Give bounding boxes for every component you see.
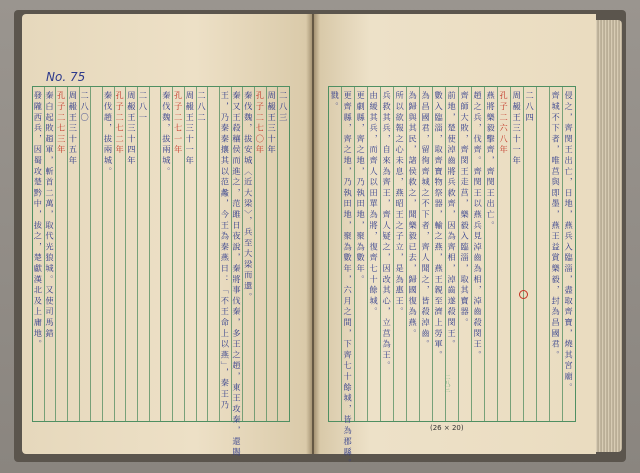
column-heading: 孔子二七一年 [173,91,184,156]
manuscript-column [254,87,266,421]
column-heading: 二八三 [278,91,289,124]
column-text: 所以欲報之心未息，燕昭王之子立，是為惠王。 [395,91,406,318]
manuscript-column [196,87,208,421]
manuscript-column [266,87,278,421]
manuscript-column [549,87,562,421]
column-heading: 周赧王三十一年 [512,91,523,167]
column-heading: 二八一 [138,91,149,124]
column-text: 兵救其兵，自來為齊王，齊人疑之，因改其心，立莒為王。 [382,91,393,372]
manuscript-column [354,87,367,421]
column-text: 燕將樂毅擊齊，齊閔王出亡。 [486,91,497,232]
column-heading: 周赧王三十五年 [68,91,79,167]
column-heading: 二八〇 [80,91,91,124]
column-heading: 孔子二七二年 [115,91,126,156]
column-text: 為歸與其民，諸侯救之，聞樂毅已去，歸國復為燕。 [408,91,419,340]
manuscript-column [497,87,510,421]
manuscript-column [242,87,254,421]
folio-number: No. 75 [46,70,86,84]
column-text: 發隴西兵，因蜀攻楚黔中，拔之，楚獻漢北及上庸地。 [33,91,44,351]
manuscript-column [367,87,380,421]
column-text: 為昌國君，留徇齊城之不下者，齊人聞之，皆殺淖齒。 [421,91,432,351]
manuscript-column [341,87,354,469]
column-text: 趙之兵，伐齊。齊閔王以燕兵見淖齒為相，淖齒殺閔王。 [473,91,484,361]
manuscript-column [523,87,536,421]
right-page [314,14,596,469]
column-heading: 孔子二七三年 [56,91,67,156]
column-text: 戮。 [330,91,341,113]
manuscript-column [329,87,341,421]
manuscript-column [219,87,231,421]
column-heading: 周赧王三十年 [267,91,278,156]
book-gutter [306,14,320,454]
manuscript-column [536,87,549,421]
manuscript-column [102,87,114,421]
column-text: 秦伐趙，拔兩城。 [103,91,114,178]
manuscript-column [432,87,445,421]
manuscript-column [277,87,289,421]
manuscript-column [67,87,79,421]
page-edges [596,20,622,452]
manuscript-column [458,87,471,421]
manuscript-column [562,87,575,421]
column-heading: 周赧王三十一年 [185,91,196,167]
manuscript-column [393,87,406,421]
column-heading: 周赧王三十四年 [126,91,137,167]
manuscript-column [79,87,91,421]
manuscript-column [125,87,137,421]
manuscript-column [445,87,458,421]
column-text: 數入臨淄，取齊寶物祭器，輸之燕，燕王親至濟上勞軍。 [434,91,445,361]
grid-size-stamp: (26 × 20) [430,424,464,432]
manuscript-column [207,87,219,421]
column-text: 秦伐魏，拔安城〈近大梁〉，兵至大梁而還。 [243,91,254,303]
column-text: 王，乃秦秦攘其以范蠡，今王為秦燕日：「不王命上以燕」，秦王乃 [220,91,231,411]
manuscript-column [172,87,184,421]
manuscript-column [90,87,102,421]
manuscript-column [33,87,44,421]
manuscript-column [380,87,393,421]
column-text: 更齊縣，齊之地，乃執田地，聚為數年，六月之間，下齊七十餘城，皆為郡縣。 [343,91,354,469]
manuscript-column [510,87,523,421]
manuscript-column [406,87,419,421]
column-text: 秦又王殺穰侯而進之，范雎日夜說，秦將事伐秦，多王之趙，東王攻秦，還賜 [232,91,243,459]
manuscript-column [184,87,196,421]
column-text: 秦白起敗趙軍，斬首二萬，取代光狼城。又使司馬錯 [45,91,56,340]
column-text: 侵之，齊閔王出亡，日地，燕兵入臨淄，盡取齊寶，燒其宮廟。 [564,91,575,394]
page-mark: 二八三 [443,374,450,392]
column-text: 由緩其兵，而齊人以田單為將，復齊七十餘城。 [369,91,380,318]
manuscript-column [419,87,432,421]
column-heading: 孔子二六八年 [499,91,510,156]
column-text: 齊城不下者，唯莒與即墨，燕王益賞樂毅，封為昌國君。 [551,91,562,361]
column-heading: 二八四 [525,91,536,124]
manuscript-column [55,87,67,421]
manuscript-column [44,87,56,421]
column-text: 更劇縣，齊之地，乃執田地，聚為數年。 [356,91,367,286]
column-heading: 孔子二七〇年 [255,91,266,156]
manuscript-column [149,87,161,421]
manuscript-column [471,87,484,421]
manuscript-column [484,87,497,421]
manuscript-grid-left [32,86,290,459]
column-text: 齊師大敗，齊閔王走莒，樂毅入臨淄，取其寶器。 [460,91,471,329]
red-seal-icon [519,290,528,299]
manuscript-column [137,87,149,421]
manuscript-column [114,87,126,421]
column-heading: 二八二 [196,91,207,124]
column-text: 秦伐魏，拔兩城。 [161,91,172,178]
manuscript-column [231,87,243,459]
column-text: 前地，楚使淖齒將兵救齊，因為齊相，淖齒遂殺閔王。 [447,91,458,351]
left-page [22,14,312,459]
manuscript-column [160,87,172,421]
